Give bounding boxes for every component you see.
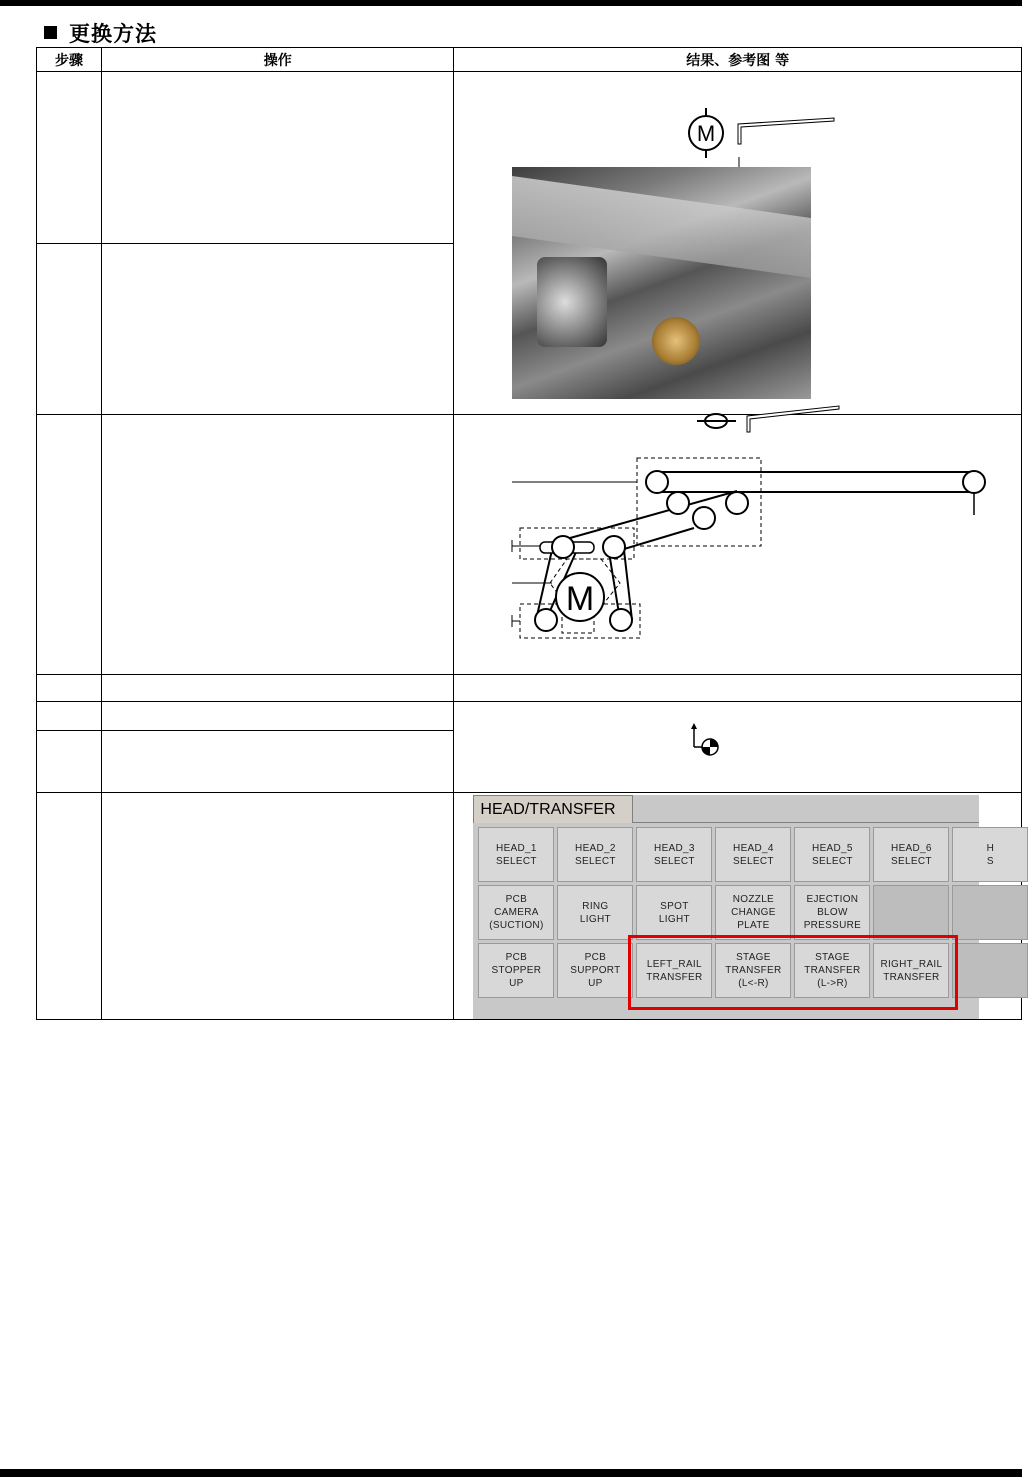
panel-button[interactable]: RING LIGHT xyxy=(557,885,633,940)
operation-cell xyxy=(102,415,454,675)
step-cell xyxy=(37,244,102,415)
result-cell xyxy=(454,675,1022,702)
panel-button[interactable]: LEFT_RAIL TRANSFER xyxy=(636,943,712,998)
motor-symbol-label: M xyxy=(697,121,716,146)
panel-button[interactable]: H S xyxy=(952,827,1028,882)
panel-button[interactable]: SPOT LIGHT xyxy=(636,885,712,940)
operation-cell xyxy=(102,730,454,792)
panel-button[interactable]: PCB CAMERA (SUCTION) xyxy=(478,885,554,940)
top-rule xyxy=(0,0,1022,6)
panel-button[interactable]: HEAD_4 SELECT xyxy=(715,827,791,882)
header-operation: 操作 xyxy=(102,48,454,72)
figure-origin-cell xyxy=(454,702,1022,793)
table-row xyxy=(37,702,1022,731)
panel-button[interactable]: NOZZLE CHANGE PLATE xyxy=(715,885,791,940)
table-row xyxy=(37,72,1022,244)
panel-button[interactable] xyxy=(952,885,1028,940)
panel-button[interactable]: PCB SUPPORT UP xyxy=(557,943,633,998)
panel-button[interactable]: STAGE TRANSFER (L<-R) xyxy=(715,943,791,998)
panel-button[interactable]: PCB STOPPER UP xyxy=(478,943,554,998)
panel-button[interactable]: HEAD_3 SELECT xyxy=(636,827,712,882)
motor-symbol-label: M xyxy=(566,580,595,618)
section-title: 更换方法 xyxy=(69,22,157,46)
operation-cell xyxy=(102,675,454,702)
panel-button[interactable]: STAGE TRANSFER (L->R) xyxy=(794,943,870,998)
step-cell xyxy=(37,415,102,675)
square-bullet-icon xyxy=(44,26,57,39)
figure-motor-photo-cell xyxy=(454,72,1022,415)
procedure-table xyxy=(36,47,1022,1020)
panel-button[interactable]: HEAD_1 SELECT xyxy=(478,827,554,882)
panel-button[interactable]: HEAD_5 SELECT xyxy=(794,827,870,882)
section-heading xyxy=(44,18,157,48)
table-header-row xyxy=(37,48,1022,72)
conveyor-motor-photo xyxy=(512,167,811,399)
table-row xyxy=(37,415,1022,675)
step-cell xyxy=(37,702,102,731)
panel-button[interactable]: EJECTION BLOW PRESSURE xyxy=(794,885,870,940)
highlight-box xyxy=(628,935,958,1010)
belt-routing-diagram xyxy=(454,415,1021,670)
bottom-rule xyxy=(0,1469,1022,1477)
table-row xyxy=(37,675,1022,702)
panel-button[interactable] xyxy=(952,943,1028,998)
table-row xyxy=(37,793,1022,1020)
head-transfer-panel xyxy=(473,795,995,1019)
origin-symbol-figure xyxy=(454,702,1021,788)
operation-cell xyxy=(102,72,454,244)
operation-cell xyxy=(102,244,454,415)
step-cell xyxy=(37,793,102,1020)
panel-button[interactable]: HEAD_6 SELECT xyxy=(873,827,949,882)
tab-head-transfer[interactable]: HEAD/TRANSFER xyxy=(473,795,633,823)
panel-button[interactable]: RIGHT_RAIL TRANSFER xyxy=(873,943,949,998)
step-cell xyxy=(37,675,102,702)
operation-cell xyxy=(102,702,454,731)
step-cell xyxy=(37,72,102,244)
figure-belt-diagram-cell xyxy=(454,415,1022,675)
header-result: 结果、参考图 等 xyxy=(454,48,1022,72)
operation-cell xyxy=(102,793,454,1020)
step-cell xyxy=(37,730,102,792)
figure-panel-cell xyxy=(454,793,1022,1020)
header-step: 步骤 xyxy=(37,48,102,72)
panel-button[interactable]: HEAD_2 SELECT xyxy=(557,827,633,882)
panel-button[interactable] xyxy=(873,885,949,940)
